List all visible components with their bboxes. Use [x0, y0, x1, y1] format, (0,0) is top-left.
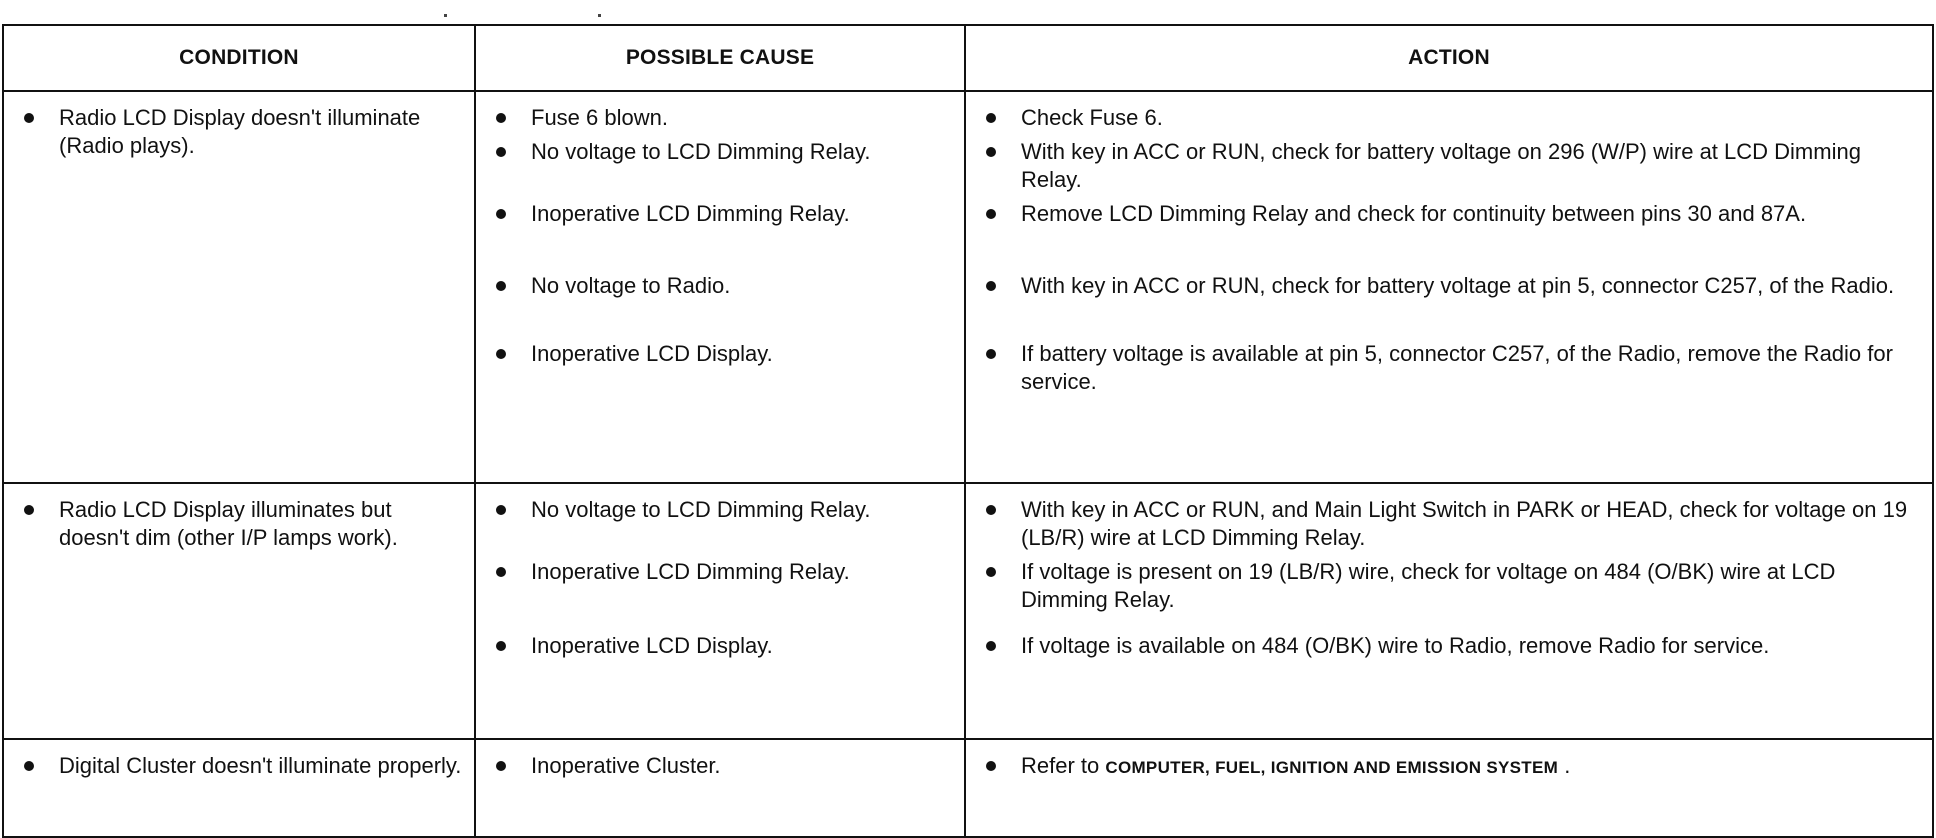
- diagnosis-table: [2, 24, 1934, 838]
- action-text: With key in ACC or RUN, check for battery voltage at pin 5, connector C257, of the Radio.: [1021, 273, 1895, 298]
- cause-item: [490, 104, 954, 138]
- cause-text: Inoperative LCD Display.: [531, 341, 773, 366]
- bullet-icon: [986, 761, 996, 771]
- bullet-icon: [496, 349, 506, 359]
- condition-text: Digital Cluster doesn't illuminate properly.: [59, 753, 462, 778]
- header-action: ACTION: [965, 25, 1933, 91]
- condition-item: [18, 752, 464, 780]
- cause-item: [490, 340, 954, 368]
- action-text: Check Fuse 6.: [1021, 105, 1163, 130]
- cause-cell: [475, 483, 965, 739]
- bullet-icon: [24, 761, 34, 771]
- bullet-icon: [986, 147, 996, 157]
- cause-item: [490, 632, 954, 660]
- bullet-icon: [496, 281, 506, 291]
- bullet-icon: [24, 113, 34, 123]
- table-row: [3, 483, 1933, 739]
- action-prefix: Refer to: [1021, 753, 1106, 778]
- action-item: [980, 104, 1922, 138]
- scan-speck: [598, 14, 601, 17]
- action-text: With key in ACC or RUN, check for battery voltage on 296 (W/P) wire at LCD Dimming Relay.: [1021, 139, 1861, 192]
- diagnosis-table-page: [0, 24, 1936, 838]
- cause-text: Fuse 6 blown.: [531, 105, 668, 130]
- action-text: Remove LCD Dimming Relay and check for continuity between pins 30 and 87A.: [1021, 201, 1807, 226]
- condition-cell: [3, 483, 475, 739]
- bullet-icon: [496, 209, 506, 219]
- action-cell: [965, 739, 1933, 837]
- bullet-icon: [986, 209, 996, 219]
- cause-text: Inoperative LCD Dimming Relay.: [531, 201, 850, 226]
- condition-item: [18, 104, 464, 160]
- cause-text: No voltage to Radio.: [531, 273, 731, 298]
- header-possible-cause: POSSIBLE CAUSE: [475, 25, 965, 91]
- header-row: [3, 25, 1933, 91]
- action-suffix: .: [1558, 753, 1571, 778]
- bullet-icon: [986, 113, 996, 123]
- cause-item: [490, 200, 954, 272]
- bullet-icon: [496, 567, 506, 577]
- action-item: [980, 752, 1922, 782]
- cause-text: No voltage to LCD Dimming Relay.: [531, 497, 871, 522]
- bullet-icon: [986, 505, 996, 515]
- table-row: [3, 91, 1933, 483]
- bullet-icon: [986, 641, 996, 651]
- cause-item: [490, 558, 954, 632]
- condition-cell: [3, 739, 475, 837]
- bullet-icon: [496, 147, 506, 157]
- cause-item: [490, 138, 954, 200]
- bullet-icon: [986, 349, 996, 359]
- action-text: If battery voltage is available at pin 5, connector C257, of the Radio, remove the Radio for service.: [1021, 341, 1893, 394]
- action-text: [1021, 752, 1922, 782]
- cause-item: [490, 752, 954, 780]
- cause-text: No voltage to LCD Dimming Relay.: [531, 139, 871, 164]
- action-item: [980, 496, 1922, 558]
- cause-text: Inoperative LCD Display.: [531, 633, 773, 658]
- action-item: [980, 632, 1922, 660]
- condition-text: Radio LCD Display illuminates but doesn't dim (other I/P lamps work).: [59, 497, 398, 550]
- condition-text: Radio LCD Display doesn't illuminate (Radio plays).: [59, 105, 421, 158]
- action-text: If voltage is available on 484 (O/BK) wire to Radio, remove Radio for service.: [1021, 633, 1770, 658]
- action-text: With key in ACC or RUN, and Main Light Switch in PARK or HEAD, check for voltage on 19 (LB/R) wire at LCD Dimming Relay.: [1021, 497, 1908, 550]
- header-condition: CONDITION: [3, 25, 475, 91]
- condition-item: [18, 496, 464, 552]
- bullet-icon: [986, 567, 996, 577]
- bullet-icon: [496, 761, 506, 771]
- bullet-icon: [496, 505, 506, 515]
- action-item: [980, 138, 1922, 200]
- bullet-icon: [24, 505, 34, 515]
- scan-speck: [444, 14, 447, 17]
- action-cell: [965, 483, 1933, 739]
- action-item: [980, 272, 1922, 340]
- action-cell: [965, 91, 1933, 483]
- cause-cell: [475, 739, 965, 837]
- bullet-icon: [496, 113, 506, 123]
- action-item: [980, 558, 1922, 632]
- cause-text: Inoperative LCD Dimming Relay.: [531, 559, 850, 584]
- cause-item: [490, 272, 954, 340]
- action-item: [980, 200, 1922, 272]
- table-row: [3, 739, 1933, 837]
- bullet-icon: [496, 641, 506, 651]
- bullet-icon: [986, 281, 996, 291]
- section-reference: COMPUTER, FUEL, IGNITION AND EMISSION SYSTEM: [1105, 758, 1559, 777]
- cause-cell: [475, 91, 965, 483]
- action-text: If voltage is present on 19 (LB/R) wire, check for voltage on 484 (O/BK) wire at LCD Dimming Relay.: [1021, 559, 1836, 612]
- action-item: [980, 340, 1922, 396]
- cause-text: Inoperative Cluster.: [531, 753, 721, 778]
- condition-cell: [3, 91, 475, 483]
- cause-item: [490, 496, 954, 558]
